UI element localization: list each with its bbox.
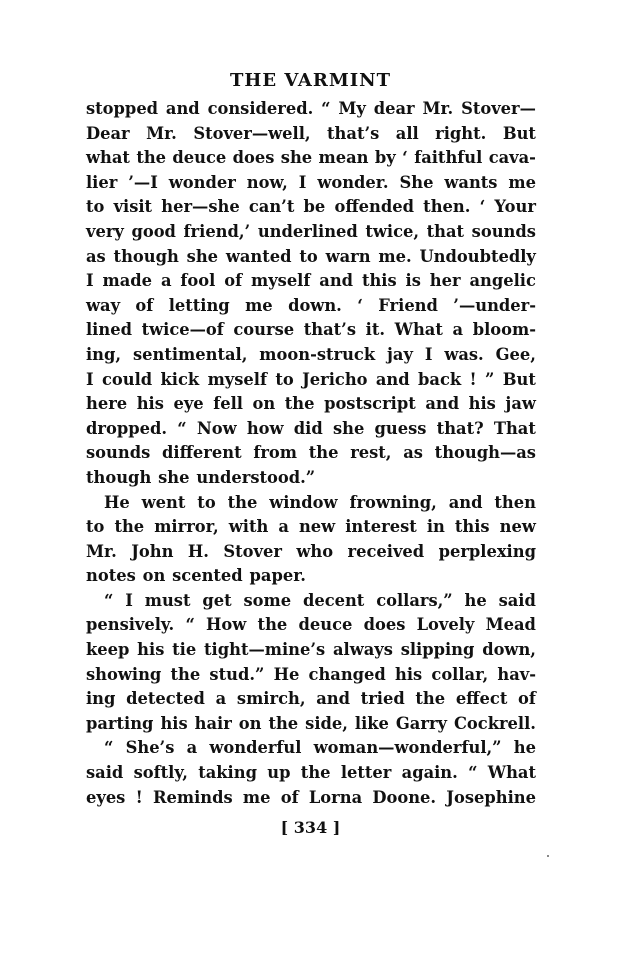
word: he	[513, 738, 536, 758]
word: a	[215, 689, 227, 709]
word: stopped	[86, 99, 159, 118]
word: hair	[194, 713, 232, 733]
word: the	[308, 443, 339, 463]
word: Lorna	[308, 787, 363, 807]
word: again.	[401, 763, 458, 783]
word: ”	[485, 369, 495, 389]
word: side,	[305, 713, 348, 733]
word: to	[86, 517, 105, 537]
word: who	[296, 541, 334, 561]
word: and	[425, 394, 460, 414]
word: and	[165, 99, 200, 118]
word: twice—of	[141, 320, 224, 340]
word: Mr.	[86, 541, 117, 561]
word: though	[113, 246, 179, 266]
word: frowning,	[349, 492, 437, 512]
word: Mead	[485, 615, 536, 635]
word: He	[273, 664, 300, 684]
word: rest,	[350, 443, 392, 463]
running-head: THE VARMINT	[229, 70, 392, 91]
text-line	[86, 97, 536, 122]
word: the	[284, 394, 315, 414]
word: very	[86, 221, 124, 241]
text-line	[86, 343, 536, 368]
word: get	[202, 590, 232, 610]
word: a	[452, 320, 464, 340]
word: and	[375, 369, 410, 389]
word: ing	[86, 689, 116, 709]
word: collar,	[431, 664, 489, 684]
word: “	[177, 418, 187, 438]
word: showing	[86, 664, 162, 684]
word: Josephine	[446, 787, 536, 807]
text-line	[86, 318, 536, 343]
word: smirch,	[236, 689, 306, 709]
word: mirror,	[154, 517, 219, 537]
text-line	[86, 540, 536, 565]
word: What	[487, 763, 536, 783]
word: deuce	[298, 615, 353, 635]
text-line	[86, 146, 536, 171]
word: on	[142, 566, 166, 586]
word: she	[186, 246, 219, 266]
word: understood.”	[196, 467, 316, 487]
word: Jericho	[302, 369, 368, 389]
word: me.	[378, 246, 412, 266]
word: I	[86, 369, 94, 389]
word: the	[114, 517, 145, 537]
word: fool	[180, 271, 216, 291]
word: does	[363, 615, 406, 635]
word: me	[245, 295, 273, 315]
word: collars,”	[376, 590, 453, 610]
word: was.	[444, 344, 484, 364]
word: all	[395, 123, 419, 143]
word: Your	[494, 197, 536, 217]
word: Garry	[395, 713, 447, 733]
word: !	[135, 787, 143, 807]
word: eye	[173, 394, 204, 414]
word: Reminds	[152, 787, 233, 807]
word: of	[280, 787, 299, 807]
word: moon-struck	[259, 344, 376, 364]
word: she	[332, 418, 365, 438]
word: sounds	[471, 221, 536, 241]
word: Mr.	[422, 99, 454, 118]
text-line	[86, 417, 536, 442]
text-line	[86, 736, 536, 761]
word: perplexing	[438, 541, 536, 561]
word: guess	[374, 418, 427, 438]
word: as	[403, 443, 423, 463]
word: paper.	[249, 566, 306, 586]
word: letting	[168, 295, 230, 315]
word: with	[228, 517, 269, 537]
word: taking	[198, 763, 257, 783]
word: a	[278, 517, 289, 537]
word: as	[86, 246, 106, 266]
word: though—as	[434, 443, 536, 463]
word: the	[415, 689, 446, 709]
word: hav-	[497, 664, 536, 684]
text-line	[86, 589, 536, 614]
word: be	[303, 197, 326, 217]
word: underlined	[257, 221, 358, 241]
word: “	[185, 615, 195, 635]
word: Gee,	[495, 344, 536, 364]
word: then.	[423, 197, 471, 217]
word: softly,	[133, 763, 188, 783]
word: Stover	[223, 541, 282, 561]
word: letter	[340, 763, 392, 783]
word: “	[321, 99, 331, 118]
word: though	[86, 467, 152, 487]
word: always	[332, 640, 393, 660]
text-line	[86, 294, 536, 319]
word: is	[405, 271, 421, 291]
word: sounds	[86, 443, 151, 463]
word: Cockrell.	[453, 713, 536, 733]
word: pensively.	[86, 615, 175, 635]
word: the	[257, 615, 288, 635]
word: But	[502, 369, 536, 389]
word: warn	[325, 246, 371, 266]
word: sentimental,	[132, 344, 248, 364]
word: ‘	[479, 197, 486, 217]
word: she	[280, 148, 313, 168]
word: dropped.	[86, 418, 168, 438]
word: her—she	[161, 197, 240, 217]
word: faithful	[414, 148, 483, 168]
word: of	[135, 295, 154, 315]
text-line	[86, 195, 536, 220]
word: does	[232, 148, 275, 168]
word: on	[238, 713, 262, 733]
word: to	[299, 246, 318, 266]
word: said	[86, 763, 124, 783]
word: scented	[172, 566, 243, 586]
word: keep	[86, 640, 130, 660]
word: a	[186, 738, 198, 758]
word: eyes	[86, 787, 126, 807]
word: the	[136, 148, 167, 168]
text-line	[86, 368, 536, 393]
word: wonder	[168, 172, 236, 192]
word: wants	[444, 172, 498, 192]
word: his	[136, 394, 164, 414]
word: H.	[187, 541, 209, 561]
word: Stover—	[461, 99, 536, 118]
text-line	[86, 269, 536, 294]
word: his	[395, 664, 423, 684]
word: and	[316, 689, 350, 709]
word: lined	[86, 320, 132, 340]
word: Mr.	[146, 123, 177, 143]
word: cava-	[488, 148, 536, 168]
word: can’t	[248, 197, 295, 217]
word: this	[454, 517, 490, 537]
word: ing,	[86, 344, 122, 364]
word: fell	[213, 394, 243, 414]
word: slipping	[400, 640, 475, 660]
text-line	[86, 441, 536, 466]
word: his	[468, 394, 496, 414]
word: tried	[360, 689, 405, 709]
word: But	[502, 123, 536, 143]
word: new	[499, 517, 536, 537]
word: parting	[86, 713, 154, 733]
word: ‘	[402, 148, 408, 168]
word: deuce	[172, 148, 227, 168]
word: I	[86, 271, 94, 291]
word: offended	[334, 197, 414, 217]
word: mean	[318, 148, 369, 168]
word: received	[347, 541, 425, 561]
word: twice,	[365, 221, 420, 241]
body-text	[86, 97, 536, 810]
word: and	[448, 492, 483, 512]
word: in	[426, 517, 445, 537]
word: decent	[302, 590, 365, 610]
word: notes	[86, 566, 136, 586]
word: How	[206, 615, 247, 635]
word: Lovely	[416, 615, 475, 635]
word: up	[267, 763, 291, 783]
text-line	[86, 220, 536, 245]
word: “	[104, 590, 114, 610]
word: said	[498, 590, 536, 610]
word: new	[298, 517, 336, 537]
word: myself	[250, 271, 311, 291]
word: way	[86, 295, 121, 315]
word: ‘	[357, 295, 363, 315]
text-line	[86, 171, 536, 196]
word: wonderful	[209, 738, 302, 758]
word: the	[300, 763, 331, 783]
word: effect	[455, 689, 508, 709]
word: of	[224, 271, 243, 291]
word: changed	[308, 664, 386, 684]
word: Dear	[86, 123, 130, 143]
word: the	[170, 664, 201, 684]
word: dear	[373, 99, 415, 118]
word: to	[197, 492, 216, 512]
word: I	[125, 590, 133, 610]
word: considered.	[207, 99, 314, 118]
word: she	[158, 467, 190, 487]
word: here	[86, 394, 128, 414]
word: on	[252, 394, 276, 414]
word: She	[399, 172, 434, 192]
word: he	[464, 590, 487, 610]
word: visit	[113, 197, 153, 217]
word: her	[429, 271, 461, 291]
word: by	[374, 148, 396, 168]
word: like	[354, 713, 389, 733]
text-line	[86, 515, 536, 540]
word: Now	[196, 418, 237, 438]
word: !	[469, 369, 477, 389]
word: right.	[435, 123, 487, 143]
word: a	[160, 271, 172, 291]
text-line	[86, 122, 536, 147]
word: down,	[482, 640, 536, 660]
word: made	[102, 271, 153, 291]
word: “	[104, 738, 114, 758]
word: the	[268, 713, 299, 733]
word: myself	[207, 369, 267, 389]
text-line	[86, 392, 536, 417]
scan-speck	[547, 855, 549, 857]
word: his	[160, 713, 188, 733]
word: woman—wonderful,”	[313, 738, 502, 758]
text-line	[86, 466, 536, 491]
word: back	[418, 369, 462, 389]
text-line	[86, 245, 536, 270]
word: then	[494, 492, 536, 512]
word: good	[131, 221, 176, 241]
word: He	[104, 492, 130, 512]
word: and	[319, 271, 354, 291]
word: could	[101, 369, 153, 389]
word: must	[144, 590, 191, 610]
word: My	[338, 99, 366, 118]
word: Friend	[378, 295, 438, 315]
word: that?	[436, 418, 484, 438]
text-line	[86, 786, 536, 811]
word: now,	[246, 172, 288, 192]
word: of	[518, 689, 536, 709]
text-line	[86, 663, 536, 688]
word: Doone.	[372, 787, 437, 807]
word: wonder.	[317, 172, 389, 192]
text-line	[86, 491, 536, 516]
word: from	[253, 443, 297, 463]
word: the	[227, 492, 258, 512]
word: postscript	[324, 394, 416, 414]
word: to	[275, 369, 294, 389]
word: me	[242, 787, 271, 807]
word: jay	[387, 344, 413, 364]
word: window	[269, 492, 338, 512]
word: to	[86, 197, 105, 217]
word: tie	[172, 640, 197, 660]
word: stud.”	[209, 664, 265, 684]
text-line	[86, 564, 536, 589]
word: What	[394, 320, 443, 340]
word: me	[508, 172, 536, 192]
word: angelic	[469, 271, 536, 291]
text-line	[86, 687, 536, 712]
text-line	[86, 712, 536, 737]
word: kick	[160, 369, 200, 389]
word: friend,’	[183, 221, 251, 241]
word: that’s	[327, 123, 380, 143]
text-line	[86, 761, 536, 786]
word: wanted	[225, 246, 292, 266]
word: what	[86, 148, 130, 168]
word: detected	[126, 689, 205, 709]
word: how	[246, 418, 284, 438]
word: jaw	[505, 394, 536, 414]
word: “	[468, 763, 478, 783]
word: ’—under-	[453, 295, 536, 315]
word: John	[131, 541, 174, 561]
word: I	[424, 344, 433, 364]
word: bloom-	[472, 320, 536, 340]
text-line	[86, 613, 536, 638]
word: ’—I	[128, 172, 158, 192]
word: She’s	[125, 738, 175, 758]
word: Undoubtedly	[419, 246, 536, 266]
word: tight—mine’s	[204, 640, 326, 660]
word: that	[426, 221, 465, 241]
word: that’s	[303, 320, 356, 340]
word: it.	[365, 320, 386, 340]
word: Stover—well,	[193, 123, 311, 143]
page-number: [ 334 ]	[280, 818, 341, 837]
word: some	[243, 590, 292, 610]
word: I	[298, 172, 307, 192]
word: That	[493, 418, 536, 438]
word: this	[361, 271, 397, 291]
text-line	[86, 638, 536, 663]
word: lier	[86, 172, 118, 192]
word: course	[233, 320, 295, 340]
word: down.	[288, 295, 342, 315]
word: did	[293, 418, 323, 438]
word: went	[141, 492, 186, 512]
word: interest	[345, 517, 417, 537]
word: different	[162, 443, 242, 463]
word: his	[137, 640, 165, 660]
